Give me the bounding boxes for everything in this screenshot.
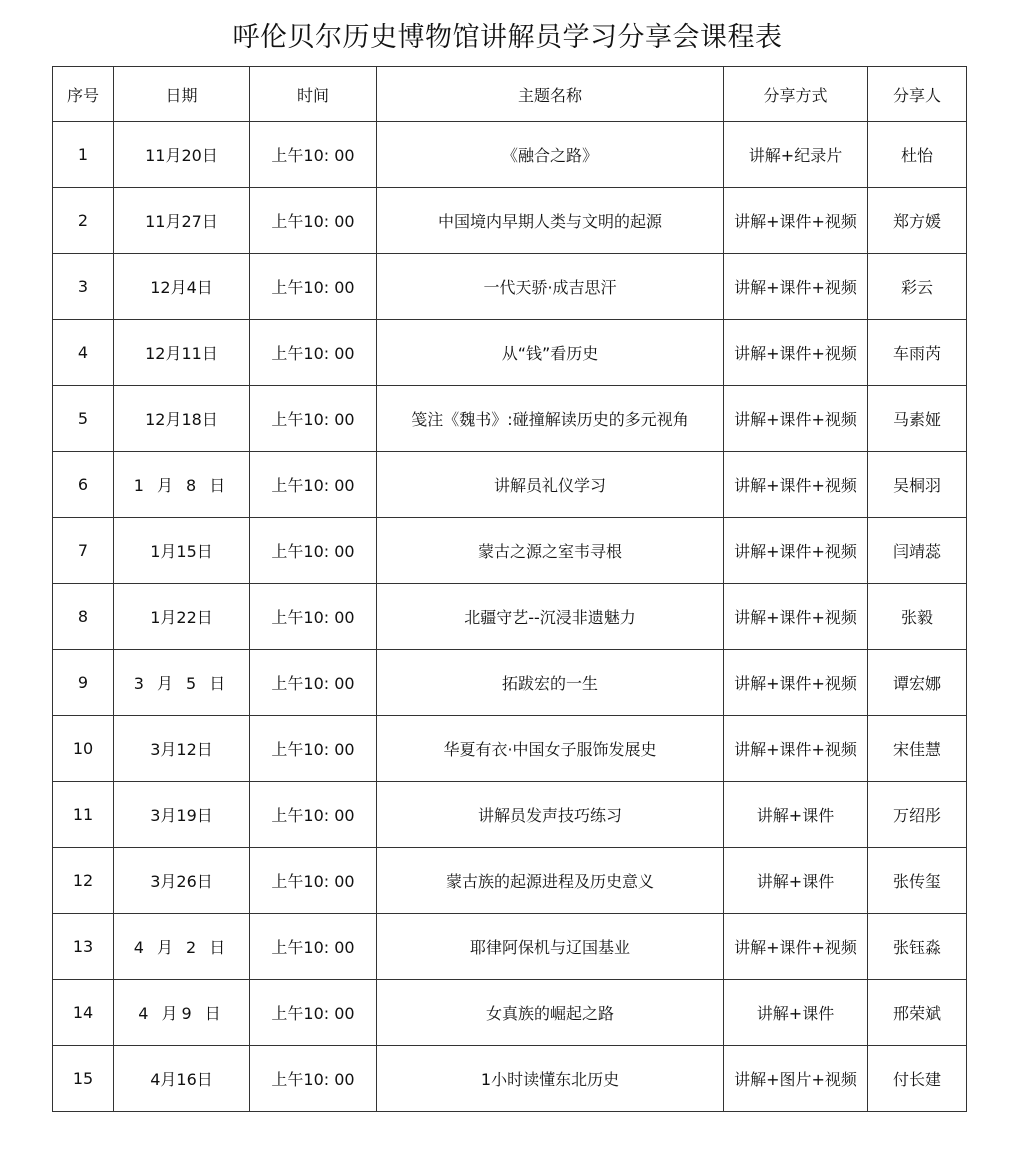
table-row <box>53 1046 967 1112</box>
cell-speaker: 付长建 <box>868 1046 967 1112</box>
cell-date: 3 月 5 日 <box>114 650 250 716</box>
cell-date: 12月18日 <box>114 386 250 452</box>
header-topic: 主题名称 <box>377 67 724 122</box>
cell-date: 12月11日 <box>114 320 250 386</box>
table-row <box>53 452 967 518</box>
cell-topic: 讲解员礼仪学习 <box>377 452 724 518</box>
cell-method: 讲解+图片+视频 <box>724 1046 868 1112</box>
cell-method: 讲解+课件+视频 <box>724 188 868 254</box>
cell-time: 上午10: 00 <box>250 1046 377 1112</box>
cell-no: 3 <box>53 254 114 320</box>
cell-date: 1月15日 <box>114 518 250 584</box>
cell-topic: 华夏有衣·中国女子服饰发展史 <box>377 716 724 782</box>
cell-method: 讲解+课件+视频 <box>724 452 868 518</box>
cell-time: 上午10: 00 <box>250 650 377 716</box>
cell-method: 讲解+课件+视频 <box>724 254 868 320</box>
cell-no: 1 <box>53 122 114 188</box>
table-row <box>53 782 967 848</box>
cell-topic: 笺注《魏书》:碰撞解读历史的多元视角 <box>377 386 724 452</box>
cell-topic: 一代天骄·成吉思汗 <box>377 254 724 320</box>
schedule-table <box>52 66 967 1112</box>
cell-topic: 女真族的崛起之路 <box>377 980 724 1046</box>
cell-speaker: 宋佳慧 <box>868 716 967 782</box>
cell-topic: 耶律阿保机与辽国基业 <box>377 914 724 980</box>
table-row <box>53 188 967 254</box>
cell-topic: 《融合之路》 <box>377 122 724 188</box>
header-time: 时间 <box>250 67 377 122</box>
cell-date: 1月22日 <box>114 584 250 650</box>
cell-time: 上午10: 00 <box>250 584 377 650</box>
table-row <box>53 584 967 650</box>
page-title: 呼伦贝尔历史博物馆讲解员学习分享会课程表 <box>232 22 783 53</box>
cell-speaker: 马素娅 <box>868 386 967 452</box>
cell-time: 上午10: 00 <box>250 320 377 386</box>
cell-time: 上午10: 00 <box>250 980 377 1046</box>
cell-speaker: 车雨芮 <box>868 320 967 386</box>
cell-date: 11月20日 <box>114 122 250 188</box>
cell-no: 15 <box>53 1046 114 1112</box>
cell-time: 上午10: 00 <box>250 518 377 584</box>
cell-date: 12月4日 <box>114 254 250 320</box>
cell-no: 12 <box>53 848 114 914</box>
cell-method: 讲解+课件+视频 <box>724 320 868 386</box>
table-row <box>53 122 967 188</box>
cell-speaker: 吴桐羽 <box>868 452 967 518</box>
cell-time: 上午10: 00 <box>250 782 377 848</box>
cell-time: 上午10: 00 <box>250 716 377 782</box>
cell-topic: 讲解员发声技巧练习 <box>377 782 724 848</box>
cell-method: 讲解+课件+视频 <box>724 650 868 716</box>
cell-speaker: 杜怡 <box>868 122 967 188</box>
cell-topic: 1小时读懂东北历史 <box>377 1046 724 1112</box>
cell-date: 3月19日 <box>114 782 250 848</box>
cell-speaker: 郑方媛 <box>868 188 967 254</box>
cell-speaker: 张毅 <box>868 584 967 650</box>
table-row <box>53 980 967 1046</box>
cell-method: 讲解+纪录片 <box>724 122 868 188</box>
cell-method: 讲解+课件+视频 <box>724 716 868 782</box>
cell-date: 4月16日 <box>114 1046 250 1112</box>
table-row <box>53 254 967 320</box>
table-row <box>53 518 967 584</box>
cell-topic: 北疆守艺--沉浸非遗魅力 <box>377 584 724 650</box>
cell-date: 4 月9 日 <box>114 980 250 1046</box>
table-row <box>53 386 967 452</box>
cell-topic: 拓跋宏的一生 <box>377 650 724 716</box>
cell-date: 11月27日 <box>114 188 250 254</box>
cell-method: 讲解+课件+视频 <box>724 584 868 650</box>
cell-no: 9 <box>53 650 114 716</box>
header-speaker: 分享人 <box>868 67 967 122</box>
cell-time: 上午10: 00 <box>250 452 377 518</box>
cell-no: 14 <box>53 980 114 1046</box>
cell-no: 11 <box>53 782 114 848</box>
cell-date: 4 月 2 日 <box>114 914 250 980</box>
table-row <box>53 914 967 980</box>
table-row <box>53 650 967 716</box>
cell-speaker: 谭宏娜 <box>868 650 967 716</box>
cell-method: 讲解+课件 <box>724 980 868 1046</box>
cell-speaker: 彩云 <box>868 254 967 320</box>
cell-method: 讲解+课件+视频 <box>724 386 868 452</box>
cell-method: 讲解+课件+视频 <box>724 518 868 584</box>
header-row <box>53 67 967 122</box>
cell-method: 讲解+课件+视频 <box>724 914 868 980</box>
cell-date: 3月26日 <box>114 848 250 914</box>
cell-speaker: 邢荣斌 <box>868 980 967 1046</box>
header-no: 序号 <box>53 67 114 122</box>
cell-no: 10 <box>53 716 114 782</box>
cell-time: 上午10: 00 <box>250 122 377 188</box>
cell-no: 5 <box>53 386 114 452</box>
cell-topic: 从“钱”看历史 <box>377 320 724 386</box>
header-date: 日期 <box>114 67 250 122</box>
cell-no: 8 <box>53 584 114 650</box>
cell-time: 上午10: 00 <box>250 188 377 254</box>
cell-no: 4 <box>53 320 114 386</box>
cell-date: 3月12日 <box>114 716 250 782</box>
cell-date: 1 月 8 日 <box>114 452 250 518</box>
cell-speaker: 张钰淼 <box>868 914 967 980</box>
cell-speaker: 闫靖蕊 <box>868 518 967 584</box>
cell-method: 讲解+课件 <box>724 848 868 914</box>
cell-speaker: 万绍彤 <box>868 782 967 848</box>
table-row <box>53 320 967 386</box>
cell-topic: 蒙古族的起源进程及历史意义 <box>377 848 724 914</box>
cell-topic: 中国境内早期人类与文明的起源 <box>377 188 724 254</box>
cell-time: 上午10: 00 <box>250 254 377 320</box>
header-method: 分享方式 <box>724 67 868 122</box>
cell-method: 讲解+课件 <box>724 782 868 848</box>
cell-time: 上午10: 00 <box>250 848 377 914</box>
cell-no: 13 <box>53 914 114 980</box>
cell-time: 上午10: 00 <box>250 386 377 452</box>
table-row <box>53 848 967 914</box>
cell-no: 6 <box>53 452 114 518</box>
cell-no: 2 <box>53 188 114 254</box>
cell-topic: 蒙古之源之室韦寻根 <box>377 518 724 584</box>
cell-no: 7 <box>53 518 114 584</box>
table-row <box>53 716 967 782</box>
cell-speaker: 张传玺 <box>868 848 967 914</box>
cell-time: 上午10: 00 <box>250 914 377 980</box>
